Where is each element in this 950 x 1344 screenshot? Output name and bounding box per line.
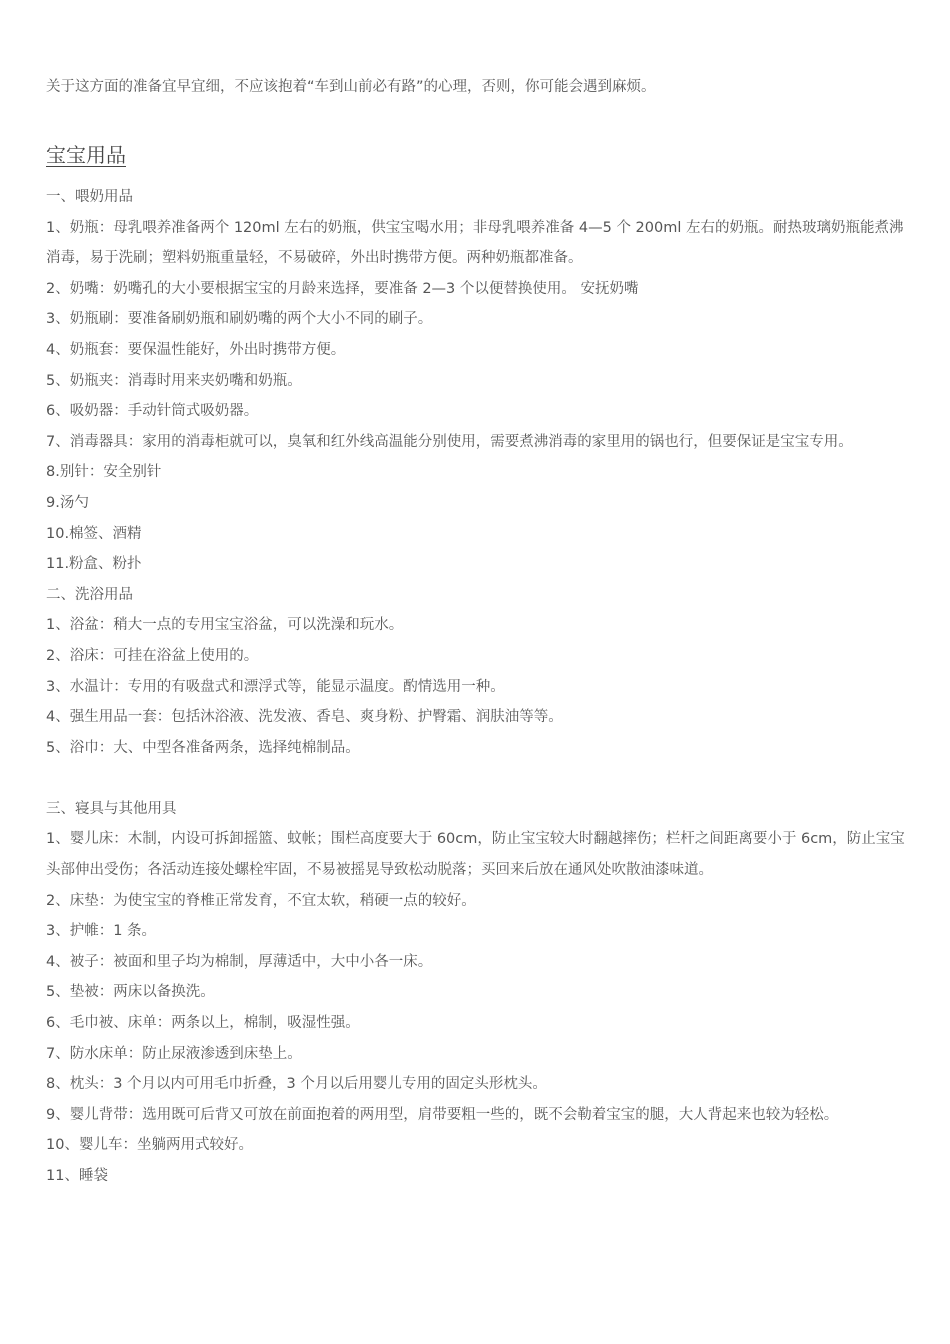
feeding-heading: 一、喂奶用品 [46, 189, 133, 205]
list-item: 3、奶瓶刷：要准备刷奶瓶和刷奶嘴的两个大小不同的刷子。 [46, 311, 433, 328]
list-item: 11.粉盒、粉扑 [46, 556, 142, 573]
list-item: 10.棉签、酒精 [46, 525, 142, 542]
section-title-link[interactable]: 宝宝用品 [46, 143, 126, 167]
list-item: 5、垫被：两床以备换洗。 [46, 984, 215, 1001]
list-item: 9.汤勺 [46, 494, 89, 511]
list-item: 10、婴儿车：坐躺两用式较好。 [46, 1137, 253, 1154]
bathing-heading: 二、洗浴用品 [46, 586, 133, 603]
list-item: 5、奶瓶夹：消毒时用来夹奶嘴和奶瓶。 [46, 372, 302, 389]
list-item: 5、浴巾：大、中型各准备两条，选择纯棉制品。 [46, 739, 360, 756]
list-item: 6、毛巾被、床单：两条以上，棉制，吸湿性强。 [46, 1015, 360, 1032]
blank-line [46, 763, 908, 794]
list-item: 1、奶瓶：母乳喂养准备两个 120ml 左右的奶瓶，供宝宝喝水用；非母乳喂养准备 4—5 个 200ml 左右的奶瓶。耐热玻璃奶瓶能煮沸消毒，易于洗刷；塑料奶瓶重量轻，不易破碎，外出时携带方便。两种奶瓶都准备。 [46, 219, 904, 267]
list-item: 3、护帷：1 条。 [46, 923, 157, 940]
list-item: 2、奶嘴：奶嘴孔的大小要根据宝宝的月龄来选择，要准备 2—3 个以便替换使用。 安抚奶嘴 [46, 280, 639, 297]
list-item: 7、防水床单：防止尿液渗透到床垫上。 [46, 1045, 302, 1062]
list-item: 4、被子：被面和里子均为棉制，厚薄适中，大中小各一床。 [46, 953, 433, 970]
list-item: 6、吸奶器：手动针筒式吸奶器。 [46, 403, 259, 420]
list-item: 2、床垫：为使宝宝的脊椎正常发育，不宜太软，稍硬一点的较好。 [46, 892, 476, 909]
list-item: 8、枕头：3 个月以内可用毛巾折叠，3 个月以后用婴儿专用的固定头形枕头。 [46, 1076, 547, 1093]
list-item: 11、睡袋 [46, 1168, 108, 1184]
list-item: 3、水温计：专用的有吸盘式和漂浮式等，能显示温度。酌情选用一种。 [46, 678, 505, 695]
list-item: 4、奶瓶套：要保温性能好，外出时携带方便。 [46, 341, 346, 358]
list-item: 1、浴盆：稍大一点的专用宝宝浴盆，可以洗澡和玩水。 [46, 617, 404, 634]
intro-paragraph: 关于这方面的准备宜早宜细，不应该抱着“车到山前必有路”的心理，否则，你可能会遇到麻烦。 [46, 79, 656, 95]
bedding-heading: 三、寝具与其他用具 [46, 800, 177, 817]
list-item: 4、强生用品一套：包括沐浴液、洗发液、香皂、爽身粉、护臀霜、润肤油等等。 [46, 709, 563, 726]
list-item: 9、婴儿背带：选用既可后背又可放在前面抱着的两用型，肩带要粗一些的，既不会勒着宝宝的腿，大人背起来也较为轻松。 [46, 1106, 839, 1123]
list-item: 1、婴儿床：木制，内设可拆卸摇篮、蚊帐；围栏高度要大于 60cm，防止宝宝较大时翻越摔伤；栏杆之间距离要小于 6cm，防止宝宝头部伸出受伤；各活动连接处螺栓牢固，不易被摇晃导致松动脱落；买回来后放在通风处吹散油漆味道。 [46, 831, 905, 879]
list-item: 2、浴床：可挂在浴盆上使用的。 [46, 647, 259, 664]
list-item: 8.别针：安全别针 [46, 464, 162, 481]
list-item: 7、消毒器具：家用的消毒柜就可以，臭氧和红外线高温能分别使用，需要煮沸消毒的家里用的锅也行，但要保证是宝宝专用。 [46, 433, 853, 450]
content-body [46, 182, 908, 1192]
